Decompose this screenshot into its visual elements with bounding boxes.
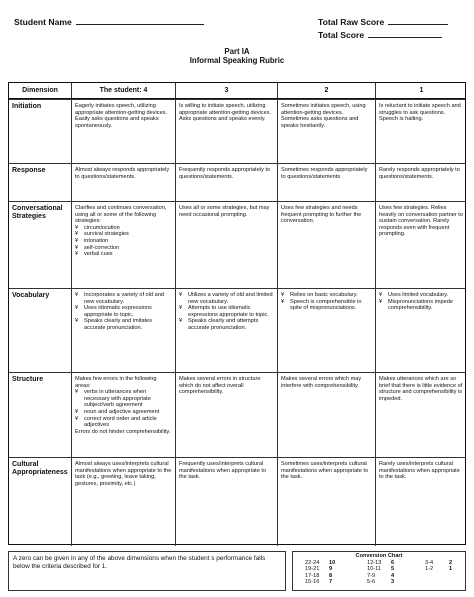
rubric-row xyxy=(9,372,465,457)
dimension-cell xyxy=(9,373,71,457)
raw-score-range: 7-9 xyxy=(367,572,376,579)
bullet-item: ¥ Speaks clearly and attempts accurate pronunciation. xyxy=(179,318,259,331)
rubric-row xyxy=(9,163,465,201)
student-name-row xyxy=(14,16,204,27)
criteria-text: Frequently uses/interprets cultural manifestations when appropriate to the task. xyxy=(179,461,267,481)
criteria-text: Frequently responds appropriately to questions/statements. xyxy=(179,167,271,180)
criteria-intro: Clarifies and continues conversation, using all or some of the following strategies: xyxy=(75,205,167,225)
criteria-text: Rarely uses/interprets cultural manifestations when appropriate to the task. xyxy=(379,461,460,481)
raw-score-range: 3-4 xyxy=(425,560,434,566)
bullet-item: ¥ Utilizes a variety of old and limited new vocabulary. xyxy=(179,292,273,305)
bullet-glyph: ¥ xyxy=(75,389,79,396)
bullet-item: ¥ correct word order and article adjectives xyxy=(75,415,157,429)
rubric-row xyxy=(9,457,465,546)
bullet-item: ¥ Speaks clearly and imitates accurate pronunciation. xyxy=(75,318,153,331)
total-score-field[interactable] xyxy=(368,29,442,38)
criteria-cell-4 xyxy=(71,202,175,288)
raw-score-range: 5-6 xyxy=(367,578,376,585)
bullet-glyph: ¥ xyxy=(75,408,79,415)
bullet-glyph: ¥ xyxy=(179,318,183,325)
bullet-item: ¥ verbs in utterances when necessary with appropriate subject/verb agreement xyxy=(75,389,151,409)
criteria-cell-2 xyxy=(277,100,375,163)
raw-score-range: 22-24 xyxy=(305,560,320,566)
rubric-row xyxy=(9,288,465,372)
raw-score-range: 12-13 xyxy=(367,560,382,566)
criteria-text: Almost always responds appropriately to questions/statements. xyxy=(75,167,170,180)
total-score-label: Total Score xyxy=(318,30,365,40)
dimension-cell xyxy=(9,202,71,288)
part-title: Part IA xyxy=(224,47,250,56)
bullet-item: ¥ Uses idiomatic expressions appropriate to topic. xyxy=(75,305,152,318)
conversion-column-2 xyxy=(367,560,394,585)
conversion-chart xyxy=(292,551,466,591)
bullet-glyph: ¥ xyxy=(75,224,79,231)
converted-score: 10 xyxy=(329,560,336,566)
criteria-text: Uses few strategies and needs frequent prompting to further the conversation. xyxy=(281,205,362,225)
conversion-entry xyxy=(305,579,335,585)
dimension-label: Structure xyxy=(12,376,44,383)
bullet-item: ¥ noun and adjective agreement xyxy=(75,408,160,415)
column-header: 3 xyxy=(175,83,277,98)
student-name-field[interactable] xyxy=(76,16,204,25)
total-raw-score-row xyxy=(318,16,448,27)
dimension-cell xyxy=(9,458,71,546)
criteria-cell-1 xyxy=(375,289,467,372)
bullet-glyph: ¥ xyxy=(75,231,79,238)
rubric-header-row xyxy=(9,83,465,99)
bullet-glyph: ¥ xyxy=(379,292,383,298)
column-header: Dimension xyxy=(22,87,58,94)
criteria-intro: Makes few errors in the following areas: xyxy=(75,376,157,389)
criteria-cell-2 xyxy=(277,164,375,201)
raw-score-range: 17-18 xyxy=(305,572,320,579)
total-score-row xyxy=(318,29,442,40)
dimension-label: Response xyxy=(12,167,46,174)
converted-score: 7 xyxy=(329,578,333,585)
criteria-outro: Errors do not hinder comprehensibility. xyxy=(75,428,171,435)
rubric-row xyxy=(9,201,465,288)
raw-score-range: 10-11 xyxy=(367,566,381,573)
dimension-label: Cultural Appropriateness xyxy=(12,461,68,476)
bullet-item: ¥ Attempts to use idiomatic expressions appropriate to topic. xyxy=(179,305,269,318)
criteria-text: Sometimes initiates speech, using attention-getting devices. Sometimes asks questions and speaks hesitantly. xyxy=(281,103,366,129)
criteria-cell-3 xyxy=(175,100,277,163)
dimension-cell xyxy=(9,164,71,201)
converted-score: 4 xyxy=(391,572,395,579)
criteria-text: Is reluctant to initiate speech and struggles to ask questions. Speech is halting. xyxy=(379,103,461,123)
bullet-glyph: ¥ xyxy=(75,237,79,244)
bullet-glyph: ¥ xyxy=(179,292,183,298)
criteria-cell-4 xyxy=(71,164,175,201)
conversion-chart-title: Conversion Chart xyxy=(355,553,403,559)
conversion-entry xyxy=(425,566,452,572)
bullet-item: ¥ Mispronunciations impede comprehensibility. xyxy=(379,298,453,312)
total-raw-score-label: Total Raw Score xyxy=(318,17,385,27)
bullet-glyph: ¥ xyxy=(179,305,183,312)
criteria-cell-4 xyxy=(71,100,175,163)
dimension-label: Vocabulary xyxy=(12,292,50,299)
column-header: 2 xyxy=(277,83,375,98)
bullet-item: ¥ self-correction xyxy=(75,244,120,251)
criteria-cell-2 xyxy=(277,202,375,288)
raw-score-range: 1-2 xyxy=(425,566,434,573)
bullet-glyph: ¥ xyxy=(75,292,79,298)
criteria-cell-2 xyxy=(277,289,375,372)
converted-score: 2 xyxy=(449,560,453,566)
student-name-label: Student Name xyxy=(14,17,72,27)
criteria-text: Eagerly initiates speech, utilizing appropriate attention-getting devices. Easily asks questions and speaks spontaneously. xyxy=(75,103,168,129)
criteria-cell-1 xyxy=(375,202,467,288)
criteria-text: Uses few strategies. Relies heavily on conversation partner to sustain conversation. Rarely responds even with frequent prompting. xyxy=(379,205,463,238)
criteria-cell-1 xyxy=(375,164,467,201)
criteria-cell-3 xyxy=(175,202,277,288)
criteria-cell-2 xyxy=(277,373,375,457)
bullet-item: ¥ circumlocution xyxy=(75,224,120,231)
criteria-text: Makes utterances which are so brief that there is little evidence of structure and comprehensibility is impeded. xyxy=(379,376,463,402)
criteria-cell-2 xyxy=(277,458,375,546)
criteria-text: Rarely responds appropriately to questions/statements. xyxy=(379,167,460,180)
criteria-text: Makes several errors which may interfere with comprehensibility. xyxy=(281,376,362,389)
bullet-glyph: ¥ xyxy=(75,305,79,312)
total-raw-score-field[interactable] xyxy=(388,16,448,25)
bullet-glyph: ¥ xyxy=(379,298,383,305)
bullet-glyph: ¥ xyxy=(75,251,79,258)
conversion-column-3 xyxy=(425,560,452,573)
criteria-text: Is willing to initiate speech, utilizing appropriate attention-getting devices. Asks questions and speaks evenly. xyxy=(179,103,272,123)
criteria-text: Sometimes uses/interprets cultural manifestations when appropriate to the task. xyxy=(281,461,369,481)
criteria-cell-4 xyxy=(71,373,175,457)
bullet-item: ¥ intonation xyxy=(75,237,109,244)
raw-score-range: 15-16 xyxy=(305,578,320,585)
bullet-item: ¥ verbal cues xyxy=(75,251,113,258)
conversion-column-1 xyxy=(305,560,335,585)
conversion-entry xyxy=(367,579,394,585)
bullet-glyph: ¥ xyxy=(75,244,79,251)
rubric-title: Informal Speaking Rubric xyxy=(189,56,285,65)
zero-score-note: A zero can be given in any of the above dimensions when the student s performance falls below the criteria described for 1. xyxy=(8,551,286,591)
raw-score-range: 19-21 xyxy=(305,566,320,573)
rubric-row xyxy=(9,99,465,163)
converted-score: 9 xyxy=(329,566,333,573)
criteria-cell-1 xyxy=(375,373,467,457)
criteria-text: Uses all or some strategies, but may need occasional prompting. xyxy=(179,205,270,218)
criteria-cell-3 xyxy=(175,289,277,372)
criteria-cell-4 xyxy=(71,289,175,372)
criteria-cell-3 xyxy=(175,164,277,201)
bullet-item: ¥ Incorporates a variety of old and new vocabulary. xyxy=(75,292,164,305)
bullet-item: ¥ Uses limited vocabulary. xyxy=(379,292,449,298)
criteria-cell-1 xyxy=(375,100,467,163)
converted-score: 8 xyxy=(329,572,333,579)
criteria-cell-4 xyxy=(71,458,175,546)
bullet-glyph: ¥ xyxy=(281,292,285,298)
criteria-text: Makes several errors in structure which do not affect overall comprehensibility. xyxy=(179,376,261,396)
bullet-glyph: ¥ xyxy=(281,298,285,305)
dimension-label: Conversational Strategies xyxy=(12,205,63,220)
column-header: 1 xyxy=(375,83,467,98)
dimension-cell xyxy=(9,100,71,163)
criteria-cell-3 xyxy=(175,373,277,457)
dimension-cell xyxy=(9,289,71,372)
rubric-table xyxy=(8,82,466,545)
bullet-glyph: ¥ xyxy=(75,318,79,325)
bullet-glyph: ¥ xyxy=(75,415,79,422)
criteria-cell-1 xyxy=(375,458,467,546)
dimension-label: Initiation xyxy=(12,103,42,110)
criteria-text: Almost always uses/interprets cultural manifestations when appropriate to the task (e.g., greeting, leave taking, gestures, proximity, etc.) xyxy=(75,461,172,487)
column-header: The student: 4 xyxy=(71,83,175,98)
criteria-text: Sometimes responds appropriately to questions/statements. xyxy=(281,167,368,180)
bullet-item: ¥ survival strategies xyxy=(75,231,129,238)
converted-score: 6 xyxy=(391,560,395,566)
converted-score: 1 xyxy=(449,566,453,573)
bullet-item: ¥ Relies on basic vocabulary. xyxy=(281,292,358,298)
bullet-item: ¥ Speech is comprehensible in spite of mispronunciations. xyxy=(281,298,362,312)
criteria-cell-3 xyxy=(175,458,277,546)
converted-score: 5 xyxy=(391,566,395,573)
converted-score: 3 xyxy=(391,578,395,585)
